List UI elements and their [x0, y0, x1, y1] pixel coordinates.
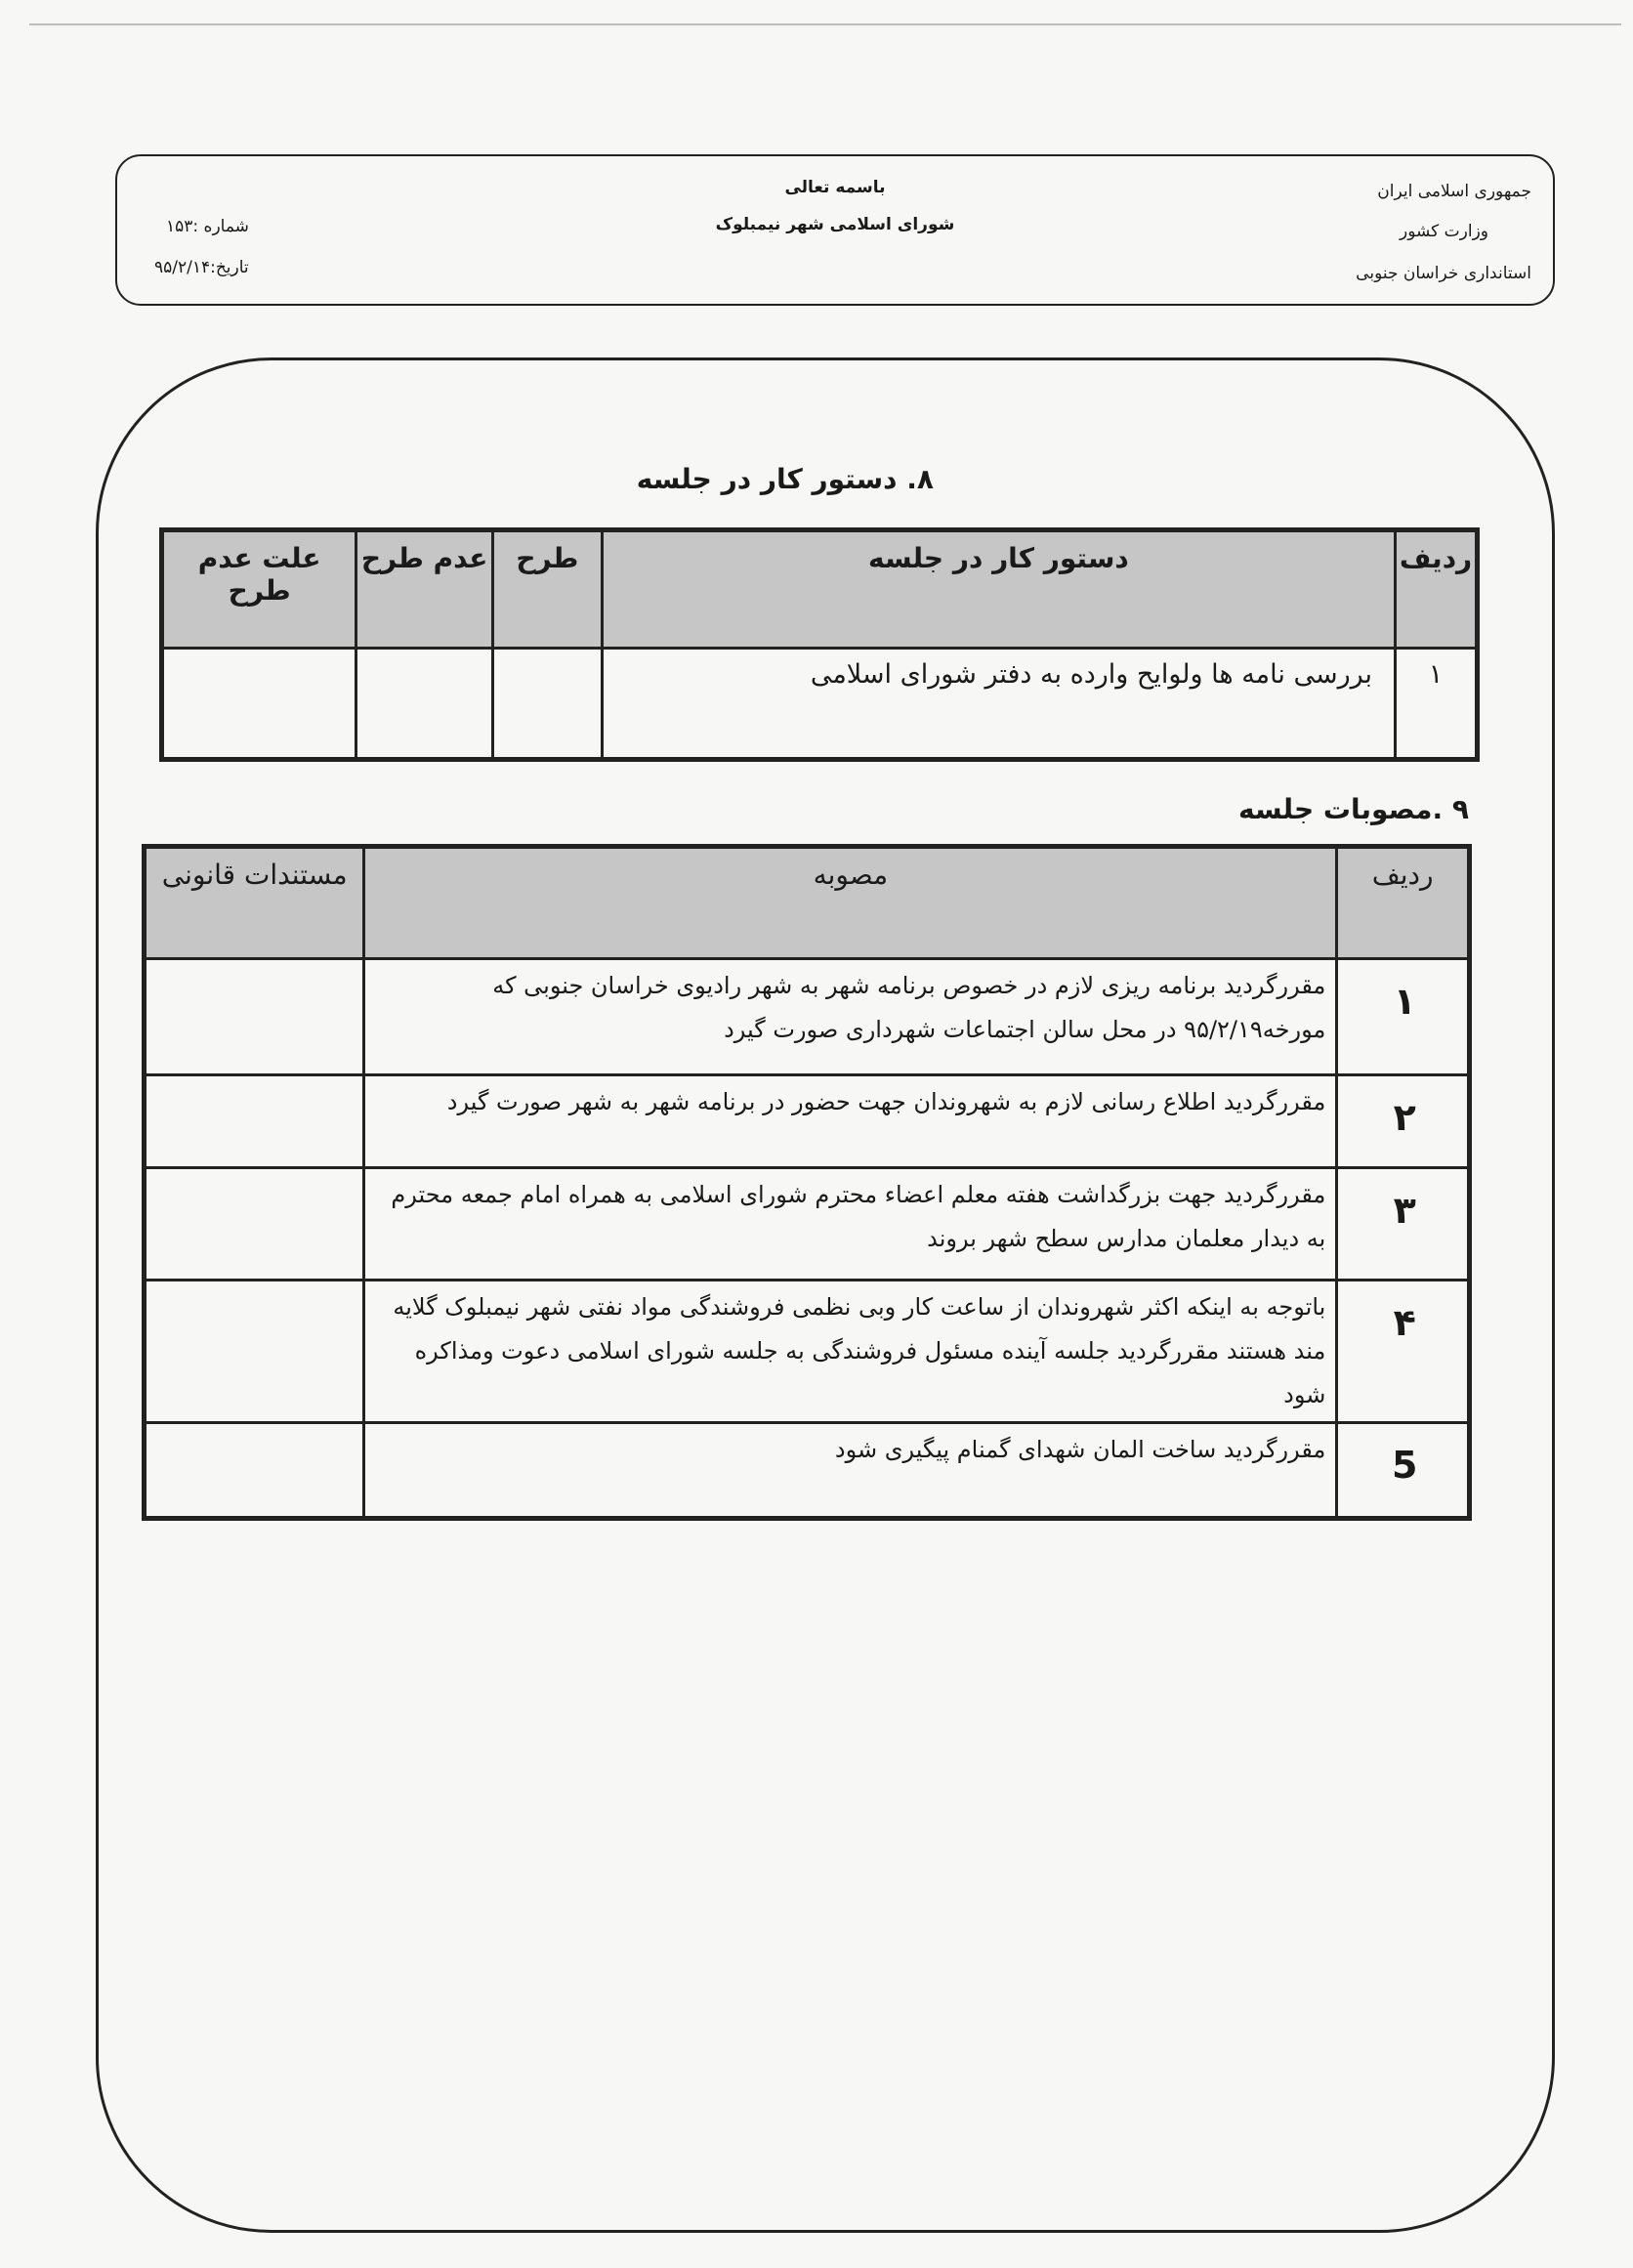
agenda-item: بررسی نامه ها ولوایح وارده به دفتر شورای اسلامی	[602, 649, 1395, 760]
col-no-plan-reason: علت عدم طرح	[162, 530, 356, 649]
agenda-header-row	[162, 530, 1478, 649]
letter-number: شماره :۱۵۳	[166, 217, 249, 236]
row-number: ۲	[1337, 1075, 1470, 1168]
agenda-title: ۸. دستور کار در جلسه	[636, 463, 934, 495]
letter-date: تاریخ:۹۵/۲/۱۴	[154, 258, 249, 277]
resolution-text: مقررگردید برنامه ریزی لازم در خصوص برنامه شهر به شهر رادیوی خراسان جنوبی که مورخه۹۵/۲/۱۹ در محل سالن اجتماعات شهرداری صورت گیرد	[364, 959, 1337, 1075]
scan-edge-line	[29, 23, 1621, 25]
legal-documents	[145, 1168, 364, 1281]
resolution-text: مقررگردید اطلاع رسانی لازم به شهروندان جهت حضور در برنامه شهر به شهر صورت گیرد	[364, 1075, 1337, 1168]
legal-documents	[145, 1423, 364, 1519]
resolution-text: مقررگردید ساخت المان شهدای گمنام پیگیری شود	[364, 1423, 1337, 1519]
table-row	[145, 1423, 1470, 1519]
row-number: ۱	[1337, 959, 1470, 1075]
country-name: جمهوری اسلامی ایران	[1377, 182, 1531, 201]
table-row	[145, 1075, 1470, 1168]
ministry-name: وزارت کشور	[1399, 222, 1488, 241]
resolution-text: مقررگردید جهت بزرگداشت هفته معلم اعضاء محترم شورای اسلامی به همراه امام جمعه محترم به دیدار معلمان مدارس سطح شهر بروند	[364, 1168, 1337, 1281]
row-number: ۱	[1396, 649, 1478, 760]
resolutions-title: ۹ .مصوبات جلسه	[1238, 793, 1469, 825]
col-plan: طرح	[492, 530, 602, 649]
col-row-number: ردیف	[1337, 847, 1470, 959]
resolutions-table	[142, 844, 1472, 1521]
council-name: شورای اسلامی شهر نیمبلوک	[715, 215, 955, 234]
resolution-text: باتوجه به اینکه اکثر شهروندان از ساعت کار وبی نظمی فروشندگی مواد نفتی شهر نیمبلوک گلایه مند هستند مقررگردید جلسه آینده مسئول فروشندگی به جلسه شورای اسلامی دعوت ومذاکره شود	[364, 1281, 1337, 1423]
row-number: ۴	[1337, 1281, 1470, 1423]
resolutions-header-row	[145, 847, 1470, 959]
no-plan-cell	[356, 649, 493, 760]
table-row	[162, 649, 1478, 760]
plan-cell	[492, 649, 602, 760]
reason-cell	[162, 649, 356, 760]
table-row	[145, 1168, 1470, 1281]
letterhead	[115, 154, 1555, 306]
col-row-number: ردیف	[1396, 530, 1478, 649]
col-no-plan: عدم طرح	[356, 530, 493, 649]
col-agenda-item: دستور کار در جلسه	[602, 530, 1395, 649]
legal-documents	[145, 959, 364, 1075]
legal-documents	[145, 1075, 364, 1168]
agenda-table	[159, 527, 1480, 762]
province-office: استانداری خراسان جنوبی	[1356, 264, 1531, 283]
basmala: باسمه تعالی	[784, 178, 886, 197]
legal-documents	[145, 1281, 364, 1423]
row-number: 5	[1337, 1423, 1470, 1519]
table-row	[145, 1281, 1470, 1423]
row-number: ۳	[1337, 1168, 1470, 1281]
col-legal-documents: مستندات قانونی	[145, 847, 364, 959]
table-row	[145, 959, 1470, 1075]
col-resolution: مصوبه	[364, 847, 1337, 959]
